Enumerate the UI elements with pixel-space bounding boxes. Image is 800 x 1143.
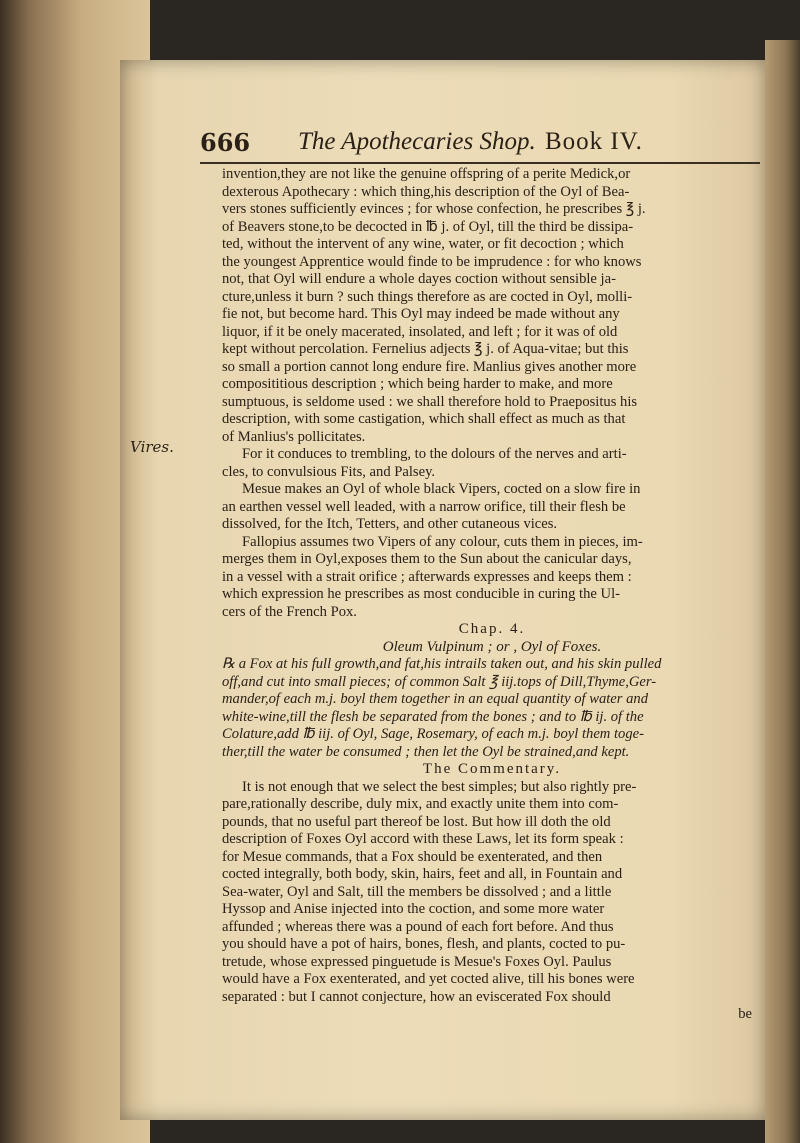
book-label: Book IV. (545, 128, 643, 155)
text-line: merges them in Oyl,exposes them to the Sun about the canicular days, (222, 551, 632, 567)
text-line: sumptuous, is seldome used : we shall therefore hold to Praepositus his (222, 393, 638, 410)
page-header (200, 128, 770, 160)
text-line: so small a portion cannot long endure fire. Manlius gives another more (222, 358, 637, 375)
text-line: cers of the French Pox. (222, 603, 357, 620)
text-line: composititious description ; which being harder to make, and more (222, 376, 613, 392)
text-line: tretude, whose expressed pinguetude is Mesue's Foxes Oyl. Paulus (222, 953, 612, 970)
text-line: you should have a pot of hairs, bones, flesh, and plants, cocted to pu- (222, 936, 626, 952)
text-line: in a vessel with a strait orifice ; afterwards expresses and keeps them : (222, 568, 632, 585)
text-line: affunded ; whereas there was a pound of each fort before. And thus (222, 918, 614, 935)
text-line: Sea-water, Oyl and Salt, till the members be dissolved ; and a little (222, 883, 612, 900)
page-number: 666 (200, 128, 251, 157)
text-line: description, with some castigation, which shall effect as much as that (222, 411, 626, 427)
text-line: Hyssop and Anise injected into the coction, and some more water (222, 901, 605, 917)
section-heading: Chap. 4. (458, 621, 526, 637)
section-heading: The Commentary. (422, 761, 562, 777)
text-line: invention,they are not like the genuine offspring of a perite Medick,or (222, 166, 631, 182)
text-line: liquor, if it be onely macerated, insolated, and left ; for it was of old (222, 323, 618, 340)
text-line: not, that Oyl will endure a whole dayes coction without sensible ja- (222, 271, 616, 287)
body-text (222, 166, 762, 1024)
text-line: cles, to convulsious Fits, and Palsey. (222, 463, 436, 480)
text-line: fie not, but become hard. This Oyl may indeed be made without any (222, 306, 620, 322)
recipe-title: Oleum Vulpinum ; or , Oyl of Foxes. (382, 638, 602, 655)
text-line: For it conduces to trembling, to the dolours of the nerves and arti- (242, 446, 627, 462)
running-title: The Apothecaries Shop. (298, 128, 536, 155)
text-line: off,and cut into small pieces; of common Salt ℥ iij.tops of Dill,Thyme,Ger- (222, 673, 657, 690)
text-line: Colature,add ℔ iij. of Oyl, Sage, Rosemary, of each m.j. boyl them toge- (222, 726, 644, 742)
text-line: cocted integrally, both body, skin, hairs, feet and all, in Fountain and (222, 866, 623, 882)
text-line: for Mesue commands, that a Fox should be exenterated, and then (222, 848, 603, 865)
text-line: of Manlius's pollicitates. (222, 428, 366, 445)
text-line: ther,till the water be consumed ; then let the Oyl be strained,and kept. (222, 743, 630, 760)
text-line: Mesue makes an Oyl of whole black Vipers, cocted on a slow fire in (242, 481, 641, 497)
header-rule (200, 162, 760, 164)
text-line: an earthen vessel well leaded, with a narrow orifice, till their flesh be (222, 498, 626, 515)
text-line: Fallopius assumes two Vipers of any colour, cuts them in pieces, im- (242, 533, 643, 550)
margin-note: Vires. (130, 438, 174, 456)
text-line: which expression he prescribes as most conducible in curing the Ul- (222, 586, 620, 602)
text-line: ted, without the intervent of any wine, water, or fit decoction ; which (222, 236, 624, 252)
text-line: white-wine,till the flesh be separated from the bones ; and to ℔ ij. of the (222, 708, 644, 725)
text-line: mander,of each m.j. boyl them together in an equal quantity of water and (222, 691, 648, 707)
text-line: vers stones sufficiently evinces ; for whose confection, he prescribes ℥ j. (222, 201, 646, 217)
text-line: the youngest Apprentice would finde to be imprudence : for who knows (222, 253, 642, 270)
text-line: dissolved, for the Itch, Tetters, and other cutaneous vices. (222, 516, 558, 532)
text-line: It is not enough that we select the best simples; but also rightly pre- (242, 778, 637, 795)
text-line: would have a Fox exenterated, and yet cocted alive, till his bones were (222, 971, 635, 987)
text-line: description of Foxes Oyl accord with these Laws, let its form speak : (222, 831, 624, 847)
text-line: kept without percolation. Fernelius adjects ℥ j. of Aqua-vitae; but this (222, 341, 629, 357)
text-line: separated : but I cannot conjecture, how an eviscerated Fox should (222, 988, 611, 1005)
page-stack-edge (765, 40, 800, 1143)
text-line: cture,unless it burn ? such things therefore as are cocted in Oyl, molli- (222, 288, 633, 305)
text-line: of Beavers stone,to be decocted in ℔ j. of Oyl, till the third be dissipa- (222, 218, 634, 235)
text-line: ℞ a Fox at his full growth,and fat,his intrails taken out, and his skin pulled (222, 656, 662, 672)
text-line: be (738, 1006, 752, 1022)
text-line: pare,rationally describe, duly mix, and exactly unite them into com- (222, 796, 619, 812)
text-line: dexterous Apothecary : which thing,his description of the Oyl of Bea- (222, 183, 630, 200)
text-line: pounds, that no useful part thereof be lost. But how ill doth the old (222, 813, 611, 830)
